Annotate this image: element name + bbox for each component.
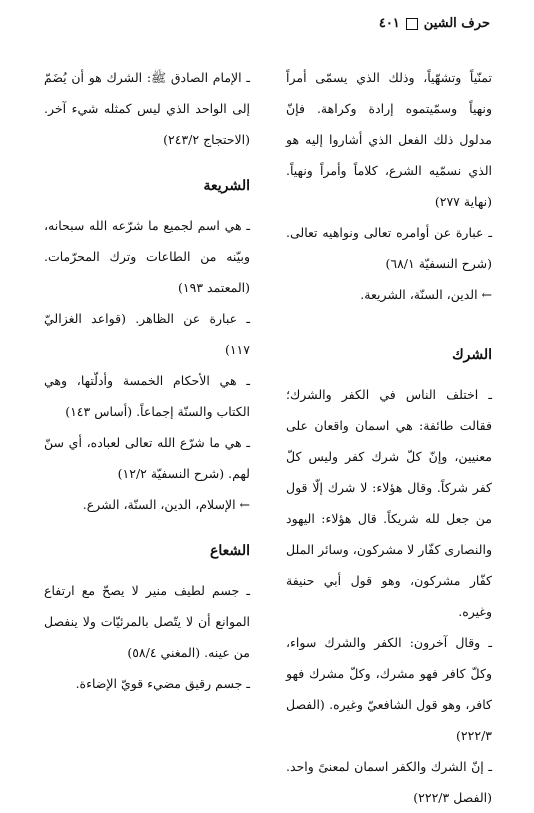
paragraph: ـ عبارة عن الظاهر. (قواعد الغزاليّ ١١٧): [44, 311, 250, 357]
entry-heading-shuaa: الشعاع: [209, 543, 250, 559]
paragraph: تمنّياً وتشهّياً، وذلك الذي يسمّى أمراً ونهياً وسمّيتموه إرادة وكراهة. فإنّ مدلول ذلك الفعل الذي أشاروا إليه هو الذي نسمّيه الشرع، كلاماً وأمراً ونهياً. (نهاية ٢٧٧): [286, 70, 492, 209]
paragraph: ـ اختلف الناس في الكفر والشرك؛ فقالت طائفة: هي اسمان واقعان على معنيين، وإنّ كلّ شرك كفر وليس كلّ كفر شركاً. وقال هؤلاء: لا شرك إلّا قول من جعل لله شريكاً. قال هؤلاء: اليهود والنصارى كفّار لا مشركون، وسائر الملل كفّار مشركون، وهو قول أبي حنيفة وغيره.: [286, 387, 492, 619]
paragraph: ـ جسم رقيق مضيء قويّ الإضاءة.: [75, 676, 250, 691]
paragraph: ـ هي اسم لجميع ما شرّعه الله سبحانه، وبيّنه من الطاعات وترك المحرّمات. (المعتمد ١٩٣): [44, 218, 250, 295]
cross-reference: ← الإسلام، الدين، السنّة، الشرع.: [82, 497, 250, 512]
paragraph: ـ وقال آخرون: الكفر والشرك سواء، وكلّ كافر فهو مشرك، وكلّ مشرك فهو كافر، وهو قول الشافعيّ وغيره. (الفصل ٢٢٢/٣): [286, 635, 492, 743]
entry-heading-shirk: الشرك: [452, 347, 492, 363]
paragraph: ـ هي الأحكام الخمسة وأدلّتها، وهي الكتاب والسنّة إجماعاً. (أساس ١٤٣): [44, 373, 250, 419]
entry-heading-sharia: الشريعة: [203, 178, 250, 194]
paragraph: ـ الإمام الصادق ﷺ: الشرك هو أن يُضَمّ إلى الواحد الذي ليس كمثله شيء آخر. (الاحتجاج ٢٤٣/٢): [44, 70, 250, 147]
paragraph: ـ إنّ الشرك والكفر اسمان لمعنىً واحد. (الفصل ٢٢٢/٣): [286, 759, 492, 805]
header-title: حرف الشين: [423, 16, 490, 31]
page-number: ٤٠١: [378, 16, 400, 31]
square-ornament-icon: [406, 18, 418, 30]
left-column: [44, 62, 250, 699]
paragraph: ـ عبارة عن أوامره تعالى ونواهيه تعالى. (شرح النسفيّة ٦٨/١): [286, 225, 492, 271]
paragraph: ـ جسم لطيف منير لا يصحّ مع ارتفاع الموانع أن لا يتّصل بالمرئيّات ولا ينفصل من عينه. (المغني ٥٨/٤): [44, 583, 250, 660]
paragraph: ـ هي ما شرّع الله تعالى لعباده، أي سنّ لهم. (شرح النسفيّة ١٢/٢): [44, 435, 250, 481]
page-header: [379, 16, 490, 31]
right-column: [286, 62, 492, 813]
cross-reference: ← الدين، السنّة، الشريعة.: [360, 287, 492, 302]
